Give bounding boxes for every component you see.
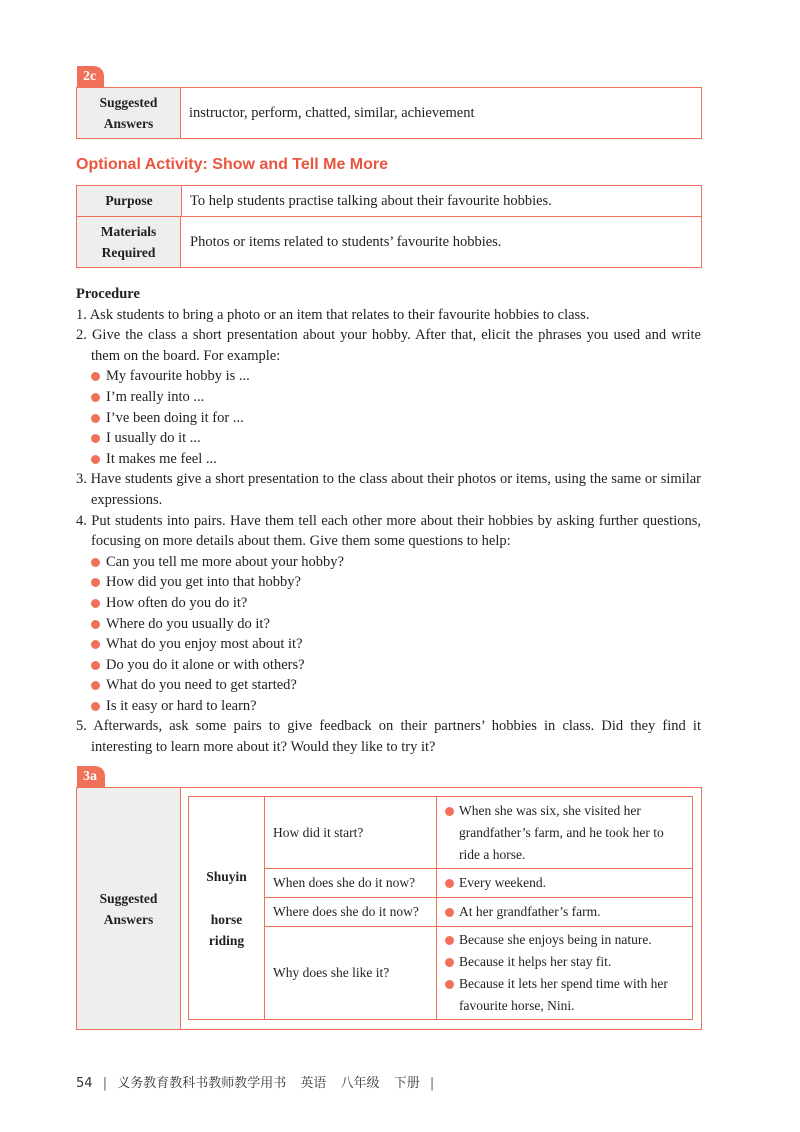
- answer-text: At her grandfather’s farm.: [459, 904, 601, 919]
- label-line: Suggested: [99, 95, 158, 110]
- bullet-dot-icon: [91, 620, 100, 629]
- subject-line: riding: [208, 932, 245, 948]
- question-cell: Why does she like it?: [265, 927, 437, 1020]
- page-number: 54: [76, 1076, 93, 1091]
- bullet-dot-icon: [91, 661, 100, 670]
- bullet-dot-icon: [445, 908, 454, 917]
- answer-text: When she was six, she visited her grandfather’s farm, and he took her to ride a horse.: [459, 802, 664, 862]
- list-item: [76, 614, 701, 635]
- answer-item: [437, 872, 686, 894]
- list-item: [76, 449, 701, 470]
- bullet-dot-icon: [91, 434, 100, 443]
- answer-text: Because she enjoys being in nature.: [459, 932, 652, 947]
- footer-separator: |: [429, 1076, 435, 1091]
- list-item: [76, 696, 701, 717]
- list-item-text: What do you need to get started?: [106, 677, 297, 694]
- procedure-step-5: 5. Afterwards, ask some pairs to give feedback on their partners’ hobbies in class. Did they find it interesting to learn more about it? Would they like to try it?: [76, 718, 701, 756]
- list-item: [76, 387, 701, 408]
- list-item-text: I usually do it ...: [106, 430, 201, 447]
- list-item-text: I’ve been doing it for ...: [106, 409, 244, 426]
- footer-separator: |: [102, 1076, 108, 1091]
- list-item-text: My favourite hobby is ...: [106, 368, 250, 385]
- list-item: [76, 655, 701, 676]
- procedure-step-1: 1. Ask students to bring a photo or an item that relates to their favourite hobbies to class.: [76, 306, 590, 323]
- bullet-dot-icon: [91, 681, 100, 690]
- bullet-dot-icon: [91, 558, 100, 567]
- bullet-dot-icon: [91, 599, 100, 608]
- answer-text: Because it helps her stay fit.: [459, 954, 612, 969]
- label-line: Answers: [103, 911, 154, 927]
- list-item-text: Is it easy or hard to learn?: [106, 697, 257, 714]
- answer-cell: [437, 797, 693, 869]
- subject-cell: [189, 797, 265, 1020]
- section-tag-3a: 3a: [77, 766, 105, 788]
- procedure-step-3: 3. Have students give a short presentation to the class about their photos or items, using the same or similar expressions.: [76, 471, 701, 508]
- subject-name: 英语: [300, 1076, 327, 1091]
- answer-item: [437, 901, 686, 923]
- answer-item: [437, 951, 686, 973]
- question-cell: Where does she do it now?: [265, 898, 437, 927]
- grade-name: 八年级: [340, 1076, 380, 1091]
- answers-box-3a: [76, 787, 702, 1030]
- procedure-step-2: 2. Give the class a short presentation about your hobby. After that, elicit the phrases you used and write them on the board. For example:: [76, 327, 701, 364]
- procedure-section: [76, 284, 701, 758]
- bullet-dot-icon: [445, 958, 454, 967]
- bullet-dot-icon: [91, 640, 100, 649]
- materials-text: Photos or items related to students’ favourite hobbies.: [190, 234, 502, 250]
- answer-cell: [437, 927, 693, 1020]
- answer-item: [437, 929, 686, 951]
- subject-line: Shuyin: [206, 868, 247, 884]
- procedure-step-4: 4. Put students into pairs. Have them tell each other more about their hobbies by asking further questions, focusing on more details about them. Give them some questions to help:: [76, 512, 701, 550]
- activity-info-table: [76, 185, 702, 268]
- label-line: Answers: [103, 116, 154, 131]
- bullet-dot-icon: [91, 393, 100, 402]
- list-item: [76, 634, 701, 655]
- list-item: [76, 552, 701, 573]
- answer-text: Because it lets her spend time with her favourite horse, Nini.: [459, 976, 668, 1013]
- answer-item: [437, 973, 686, 1017]
- list-item: [76, 366, 701, 387]
- answer-text: Every weekend.: [459, 875, 546, 890]
- bullet-dot-icon: [445, 936, 454, 945]
- label-line: Required: [101, 245, 156, 260]
- list-item: [76, 408, 701, 429]
- bullet-dot-icon: [445, 980, 454, 989]
- hobby-answer-table: [188, 796, 693, 1020]
- answers-box-2c: [76, 87, 702, 139]
- question-cell: How did it start?: [265, 797, 437, 869]
- suggested-answers-label: [77, 88, 181, 138]
- page-footer: [76, 1072, 440, 1091]
- bullet-dot-icon: [91, 455, 100, 464]
- answer-cell: [437, 869, 693, 898]
- bullet-dot-icon: [91, 578, 100, 587]
- list-item-text: It makes me feel ...: [106, 450, 217, 467]
- list-item-text: Do you do it alone or with others?: [106, 656, 305, 673]
- list-item-text: How often do you do it?: [106, 594, 248, 611]
- list-item: [76, 675, 701, 696]
- procedure-heading: Procedure: [76, 286, 140, 302]
- list-item: [76, 572, 701, 593]
- materials-label: [77, 217, 181, 267]
- question-cell: When does she do it now?: [265, 869, 437, 898]
- list-item: [76, 593, 701, 614]
- volume-name: 下册: [393, 1076, 420, 1091]
- suggested-answers-label: [77, 788, 181, 1029]
- list-item: [76, 428, 701, 449]
- label-line: Suggested: [99, 890, 158, 906]
- answer-item: [437, 800, 686, 866]
- answer-cell: [437, 898, 693, 927]
- book-title: 义务教育教科书教师教学用书: [117, 1076, 287, 1091]
- label-line: Materials: [100, 224, 157, 239]
- purpose-text: To help students practise talking about their favourite hobbies.: [182, 186, 701, 217]
- optional-activity-title: Optional Activity: Show and Tell Me More: [76, 156, 389, 173]
- list-item-text: How did you get into that hobby?: [106, 574, 301, 591]
- list-item-text: Can you tell me more about your hobby?: [106, 553, 344, 570]
- bullet-dot-icon: [91, 702, 100, 711]
- list-item-text: What do you enjoy most about it?: [106, 636, 303, 653]
- bullet-dot-icon: [91, 372, 100, 381]
- bullet-dot-icon: [91, 414, 100, 423]
- subject-line: horse: [210, 911, 243, 927]
- bullet-dot-icon: [445, 879, 454, 888]
- section-tag-2c: 2c: [77, 66, 104, 88]
- purpose-label: Purpose: [77, 186, 182, 217]
- bullet-dot-icon: [445, 807, 454, 816]
- list-item-text: Where do you usually do it?: [106, 615, 270, 632]
- list-item-text: I’m really into ...: [106, 388, 205, 405]
- answers-2c-text: instructor, perform, chatted, similar, achievement: [189, 105, 475, 121]
